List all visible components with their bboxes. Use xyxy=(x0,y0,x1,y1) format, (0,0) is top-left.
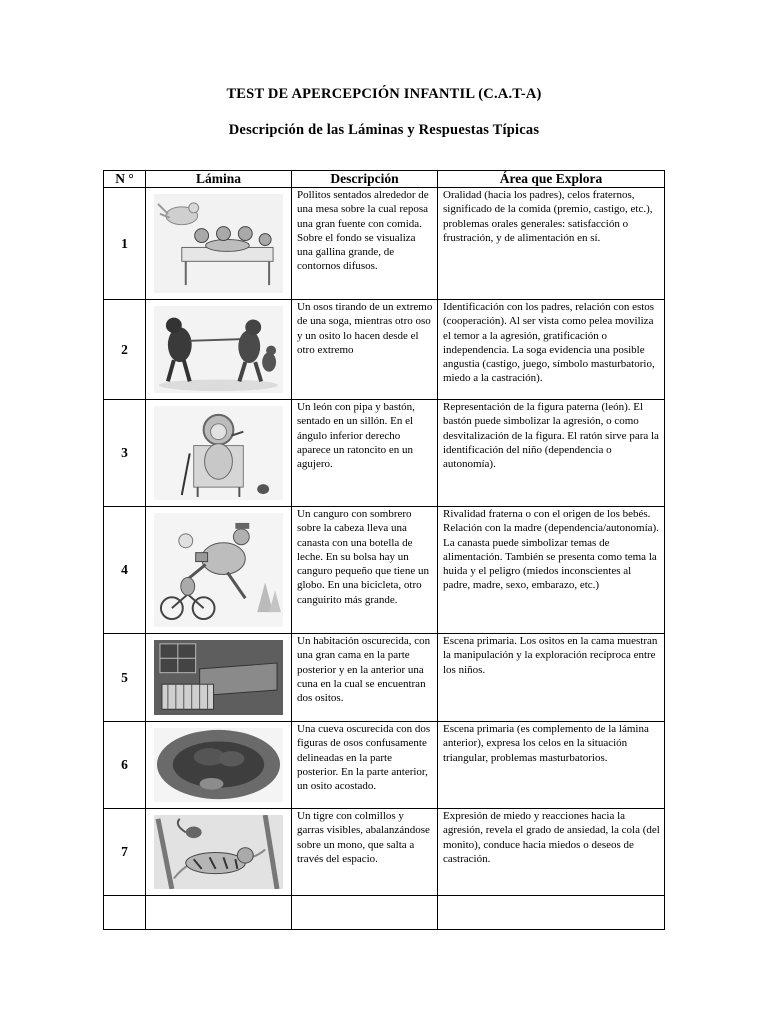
row-number xyxy=(104,896,146,930)
row-number: 5 xyxy=(104,634,146,722)
row-number: 1 xyxy=(104,188,146,300)
row-number: 2 xyxy=(104,300,146,400)
lamina-cell xyxy=(146,722,292,809)
row-number: 3 xyxy=(104,400,146,507)
area-cell: Expresión de miedo y reacciones hacia la agresión, revela el grado de ansiedad, la cola (del monito), conduce hacia miedos o deseos de castración. xyxy=(438,809,665,896)
chicks-at-table-with-hen-illustration xyxy=(154,194,283,293)
area-cell: Escena primaria (es complemento de la lámina anterior), expresa los celos en la situación triangular, problemas masturbatorios. xyxy=(438,722,665,809)
area-cell: Representación de la figura paterna (león). El bastón puede simbolizar la agresión, o como desvitalización de la figura. El ratón sirve para la identificación del niño (dependencia o autonomía). xyxy=(438,400,665,507)
descripcion-cell: Una cueva oscurecida con dos figuras de osos confusamente delineadas en la parte posterior. En la parte anterior, un osito acostado. xyxy=(292,722,438,809)
area-cell xyxy=(438,896,665,930)
document-subtitle: Descripción de las Láminas y Respuestas Típicas xyxy=(228,122,540,138)
header-lamina: Lámina xyxy=(146,171,292,188)
table-row xyxy=(104,400,665,507)
lamina-cell xyxy=(146,634,292,722)
plates-table xyxy=(103,170,665,930)
row-number: 6 xyxy=(104,722,146,809)
descripcion-cell xyxy=(292,896,438,930)
table-row xyxy=(104,722,665,809)
lamina-cell xyxy=(146,809,292,896)
area-cell: Escena primaria. Los ositos en la cama muestran la manipulación y la exploración recíproca entre los niños. xyxy=(438,634,665,722)
area-cell: Identificación con los padres, relación con estos (cooperación). Al ser vista como pelea moviliza el temor a la agresión, gratificación o independencia. La soga evidencia una posible angustia (castigo, juego, símbolo masturbatorio, miedo a la castración). xyxy=(438,300,665,400)
descripcion-cell: Un osos tirando de un extremo de una soga, mientras otro oso y un osito lo hacen desde el otro extremo xyxy=(292,300,438,400)
tiger-leaping-at-monkey-illustration xyxy=(154,815,283,889)
descripcion-cell: Un canguro con sombrero sobre la cabeza lleva una canasta con una botella de leche. En su bolsa hay un canguro pequeño que tiene un globo. En una bicicleta, otro canguirito más grande. xyxy=(292,507,438,634)
lion-with-pipe-and-cane-illustration xyxy=(154,406,283,500)
row-number: 4 xyxy=(104,507,146,634)
table-row xyxy=(104,188,665,300)
area-cell: Oralidad (hacia los padres), celos fraternos, significado de la comida (premio, castigo, etc.), problemas orales generales: satisfacción o frustración, y de alimentación en sí. xyxy=(438,188,665,300)
dark-room-with-bed-and-crib-illustration xyxy=(154,640,283,715)
table-row xyxy=(104,634,665,722)
dark-cave-with-bears-illustration xyxy=(154,728,283,802)
descripcion-cell: Un tigre con colmillos y garras visibles, abalanzándose sobre un mono, que salta a través del espacio. xyxy=(292,809,438,896)
descripcion-cell: Un habitación oscurecida, con una gran cama en la parte posterior y en la anterior una cuna en la cual se encuentran dos ositos. xyxy=(292,634,438,722)
table-row xyxy=(104,300,665,400)
header-area: Área que Explora xyxy=(438,171,665,188)
header-descripcion: Descripción xyxy=(292,171,438,188)
document-title: TEST DE APERCEPCIÓN INFANTIL (C.A.T-A) xyxy=(226,86,542,102)
area-cell: Rivalidad fraterna o con el origen de los bebés. Relación con la madre (dependencia/autonomía). La canasta puede simbolizar temas de alimentación. También se presenta como tema la huida y el peligro (miedos inconscientes al padre, madre, sexo, embarazo, etc.) xyxy=(438,507,665,634)
row-number: 7 xyxy=(104,809,146,896)
lamina-cell xyxy=(146,896,292,930)
table-row xyxy=(104,896,665,930)
lamina-cell xyxy=(146,188,292,300)
lamina-cell xyxy=(146,300,292,400)
kangaroo-with-basket-illustration xyxy=(154,513,283,627)
descripcion-cell: Pollitos sentados alrededor de una mesa sobre la cual reposa una gran fuente con comida. Sobre el fondo se visualiza una gallina grande, de contornos difusos. xyxy=(292,188,438,300)
table-header-row xyxy=(104,171,665,188)
header-num: N ° xyxy=(104,171,146,188)
lamina-cell xyxy=(146,507,292,634)
table-row xyxy=(104,809,665,896)
table-row xyxy=(104,507,665,634)
lamina-cell xyxy=(146,400,292,507)
descripcion-cell: Un león con pipa y bastón, sentado en un sillón. En el ángulo inferior derecho aparece un ratoncito en un agujero. xyxy=(292,400,438,507)
bears-tug-of-war-illustration xyxy=(154,306,283,393)
